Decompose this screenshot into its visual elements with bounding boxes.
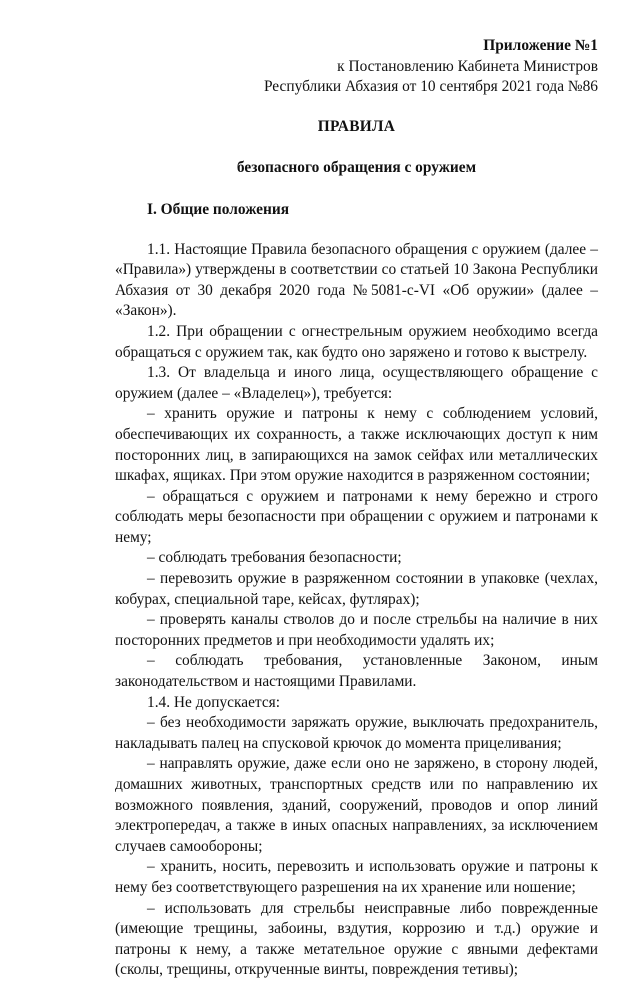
appendix-reference-line-2: Республики Абхазия от 10 сентября 2021 года №86	[263, 78, 598, 96]
paragraph-1-4: 1.4. Не допускается:	[147, 693, 281, 711]
paragraph-1-1: 1.1. Настоящие Правила безопасного обращения с оружием (далее – «Правила») утверждены в соответствии со статьей 10 Закона Республики Абхазия от 30 декабря 2020 года №5081-с-VI «Об оружии» (далее – «Закон»).	[115, 240, 598, 320]
list-item: – перевозить оружие в разряженном состоянии в упаковке (чехлах, кобурах, специальной таре, кейсах, футлярах);	[115, 570, 598, 608]
paragraph-1-3: 1.3. От владельца и иного лица, осуществляющего обращение с оружием (далее – «Владелец»), требуется:	[115, 364, 598, 402]
appendix-number: Приложение №1	[483, 37, 598, 54]
appendix-header	[115, 36, 598, 98]
document-body	[115, 240, 598, 981]
appendix-reference-line-1: к Постановлению Кабинета Министров	[337, 57, 598, 75]
paragraph-1-2: 1.2. При обращении с огнестрельным оружием необходимо всегда обращаться с оружием так, как будто оно заряжено и готово к выстрелу.	[115, 322, 598, 361]
list-item: – проверять каналы стволов до и после стрельбы на наличие в них посторонних предметов и при необходимости удалять их;	[115, 611, 598, 649]
list-item: – хранить оружие и патроны к нему с соблюдением условий, обеспечивающих их сохранность, а также исключающих доступ к ним посторонних лиц, в запирающихся на замок сейфах или металлических шкафах, ящиках. При этом оружие находится в разряженном состоянии;	[115, 405, 598, 485]
section-heading: I. Общие положения	[147, 200, 290, 218]
list-item: – направлять оружие, даже если оно не заряжено, в сторону людей, домашних животных, транспортных средств или по направлению их возможного появления, зданий, сооружений, проводов и опор линий электропередач, а также в иных опасных направлениях, за исключением случаев самообороны;	[115, 755, 598, 855]
list-item: – без необходимости заряжать оружие, выключать предохранитель, накладывать палец на спусковой крючок до момента прицеливания;	[115, 714, 598, 752]
list-item: – соблюдать требования, установленные Законом, иным законодательством и настоящими Правилами.	[115, 652, 598, 691]
document-title: ПРАВИЛА	[317, 117, 396, 135]
list-item: – хранить, носить, перевозить и использовать оружие и патроны к нему без соответствующего разрешения на их хранение или ношение;	[115, 858, 598, 896]
list-item: – использовать для стрельбы неисправные либо поврежденные (имеющие трещины, забоины, вздутия, коррозию и т.д.) оружие и патроны к нему, а также метательное оружие с явными дефектами (сколы, трещины, открученные винты, повреждения тетивы);	[115, 899, 598, 979]
list-item: – обращаться с оружием и патронами к нему бережно и строго соблюдать меры безопасности при обращении с оружием и патронами к нему;	[115, 487, 598, 546]
list-item: – соблюдать требования безопасности;	[147, 549, 402, 567]
document-subtitle: безопасного обращения с оружием	[236, 159, 477, 177]
